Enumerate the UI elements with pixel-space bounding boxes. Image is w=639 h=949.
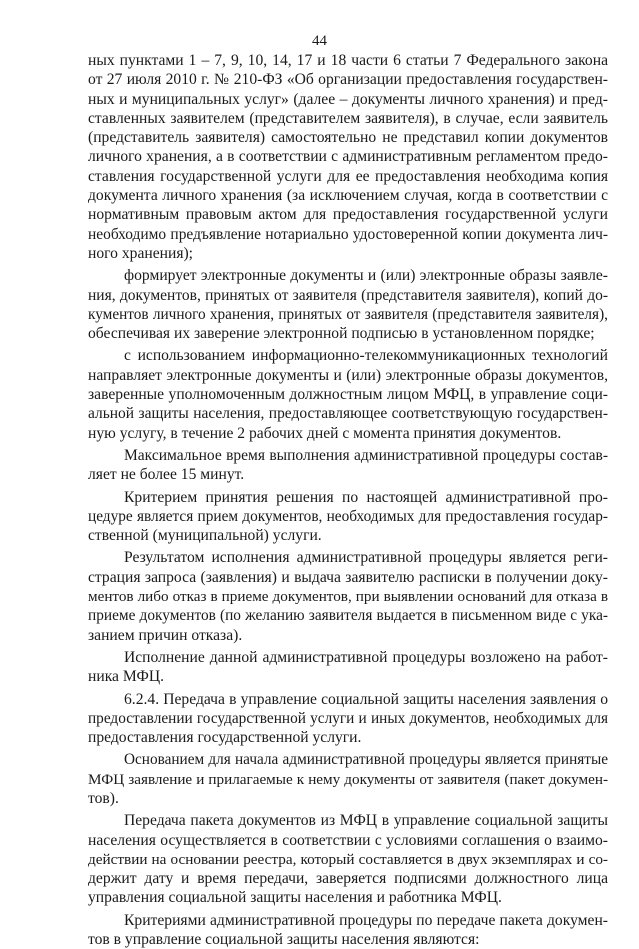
text-line: 6.2.4. Передача в управление социальной защиты населения заявления о (124, 690, 608, 708)
text-line: необходимо предъявление нотариально удостоверенной копии документа лич- (88, 225, 608, 243)
text-line: ментов либо отказ в приеме документов, при выявлении оснований для отказа в (88, 588, 608, 606)
text-line: занием причин отказа). (88, 626, 243, 644)
text-line: ную услугу, в течение 2 рабочих дней с момента принятия документов. (88, 424, 562, 442)
body-text (88, 51, 608, 949)
text-line: кументов личного хранения, принятых от заявителя (представителя заявителя), (88, 305, 608, 323)
text-line: населения осуществляется в соответствии с условиями соглашения о взаимо- (88, 831, 608, 849)
text-line: ника МФЦ. (88, 668, 164, 686)
text-line: Результатом исполнения административной процедуры является реги- (124, 549, 608, 567)
text-line: Критерием принятия решения по настоящей административной про- (124, 488, 608, 506)
text-line: ставленных заявителем (представителем заявителя), в случае, если заявитель (88, 109, 608, 127)
text-line: тов в управление социальной защиты населения являются: (88, 931, 480, 949)
text-line: Основанием для начала административной процедуры является принятые (124, 751, 608, 769)
text-line: держит дату и время передачи, заверяется подписями должностного лица (88, 870, 608, 888)
text-line: документа личного хранения (за исключением случая, когда в соответствии с (88, 187, 608, 205)
text-line: личного хранения, а в соответствии с административным регламентом предо- (88, 148, 608, 166)
text-line: Критериями административной процедуры по передаче пакета докумен- (124, 911, 608, 929)
text-line: ных пунктами 1 – 7, 9, 10, 14, 17 и 18 части 6 статьи 7 Федерального закона (88, 52, 608, 69)
text-line: обеспечивая их заверение электронной подписью в установленном порядке; (88, 325, 595, 343)
text-line: ния, документов, принятых от заявителя (представителя заявителя), копий до- (88, 286, 608, 304)
text-line: приеме документов (по желанию заявителя выдается в письменном виде с ука- (88, 607, 608, 625)
text-line: ставления государственной услуги для ее предоставления необходима копия (88, 167, 608, 185)
text-line: альной защиты населения, предоставляющее соответствующую государствен- (88, 405, 608, 423)
text-line: Передача пакета документов из МФЦ в управление социальной защиты (124, 812, 608, 830)
text-line: от 27 июля 2010 г. № 210-ФЗ «Об организации предоставления государствен- (88, 71, 608, 89)
text-line: ного хранения); (88, 244, 194, 262)
text-line: направляет электронные документы и (или) электронные образы документов, (88, 366, 608, 384)
text-line: предоставлении государственной услуги и иных документов, необходимых для (88, 709, 608, 727)
page-number: 44 (312, 33, 327, 49)
text-line: формирует электронные документы и (или) электронные образы заявле- (124, 267, 608, 285)
text-line: МФЦ заявление и прилагаемые к нему документы от заявителя (пакет докумен- (88, 770, 608, 788)
text-line: заверенные уполномоченным должностным лицом МФЦ, в управление соци- (88, 386, 608, 404)
text-line: ных и муниципальных услуг» (далее – документы личного хранения) и пред- (88, 90, 608, 108)
text-line: страция запроса (заявления) и выдача заявителю расписки в получении доку- (88, 568, 608, 586)
text-line: тов). (88, 789, 119, 807)
text-line: (представитель заявителя) самостоятельно не представил копии документов (88, 129, 608, 147)
text-line: действии на основании реестра, который составляется в двух экземплярах и со- (88, 850, 608, 868)
text-line: ственной (муниципальной) услуги. (88, 527, 322, 545)
text-line: Максимальное время выполнения административной процедуры состав- (124, 446, 608, 464)
text-line: с использованием информационно-телекоммуникационных технологий (124, 347, 608, 365)
text-line: цедуре является прием документов, необходимых для предоставления государ- (88, 507, 608, 525)
text-line: нормативным правовым актом для предоставления государственной услуги (88, 206, 608, 224)
text-line: ляет не более 15 минут. (88, 466, 245, 484)
text-line: предоставления государственной услуги. (88, 729, 362, 747)
text-line: управления социальной защиты населения и работника МФЦ. (88, 889, 502, 907)
text-line: Исполнение данной административной процедуры возложено на работ- (124, 648, 608, 666)
